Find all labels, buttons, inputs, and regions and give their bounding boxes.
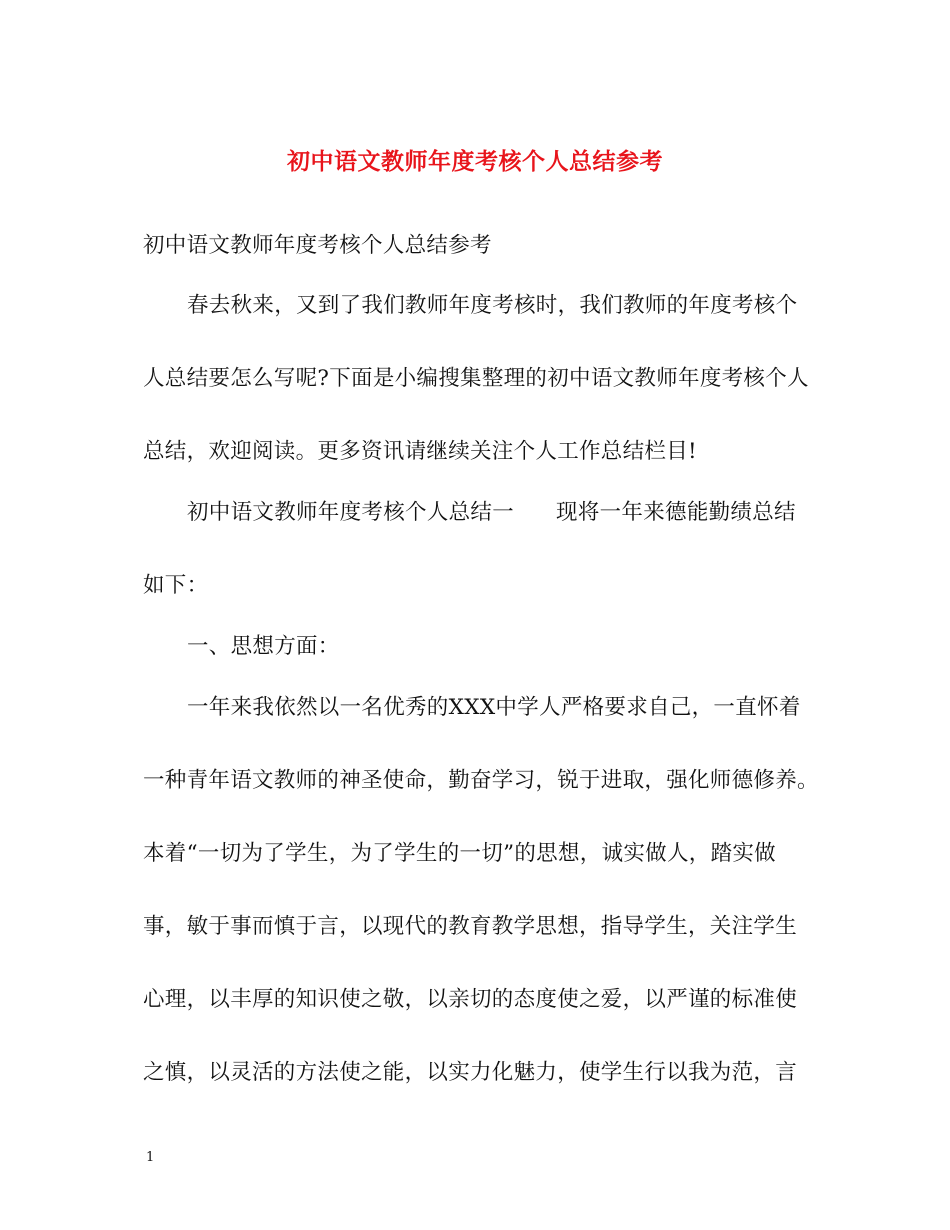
page-number: 1 <box>146 1150 155 1165</box>
paragraph-line <box>187 498 796 528</box>
paragraph-line: 之慎，以灵活的方法使之能，以实力化魅力，使学生行以我为范，言 <box>143 1060 798 1085</box>
paragraph-line: 一种青年语文教师的神圣使命，勤奋学习，锐于进取，强化师德修养。 <box>143 768 819 793</box>
document-title: 初中语文教师年度考核个人总结参考 <box>287 148 663 175</box>
paragraph-line: 如下： <box>143 573 209 598</box>
subtitle-line: 初中语文教师年度考核个人总结参考 <box>143 233 492 258</box>
paragraph-line: 心理，以丰厚的知识使之敬，以亲切的态度使之爱，以严谨的标准使 <box>143 987 798 1012</box>
section-heading-text: 初中语文教师年度考核个人总结一 <box>187 500 515 525</box>
paragraph-line: 一年来我依然以一名优秀的XXX中学人严格要求自己，一直怀着 <box>187 695 801 720</box>
paragraph-line: 本着“一切为了学生，为了学生的一切”的思想，诚实做人，踏实做 <box>143 841 776 866</box>
paragraph-line: 春去秋来，又到了我们教师年度考核时，我们教师的年度考核个 <box>187 293 798 318</box>
paragraph-text: 现将一年来德能勤绩总结 <box>556 500 796 525</box>
paragraph-line: 事，敏于事而慎于言，以现代的教育教学思想，指导学生，关注学生 <box>143 914 798 939</box>
paragraph-line: 人总结要怎么写呢?下面是小编搜集整理的初中语文教师年度考核个人 <box>143 366 809 391</box>
paragraph-line: 总结，欢迎阅读。更多资讯请继续关注个人工作总结栏目! <box>143 439 697 464</box>
section-heading: 一、思想方面： <box>187 634 340 659</box>
